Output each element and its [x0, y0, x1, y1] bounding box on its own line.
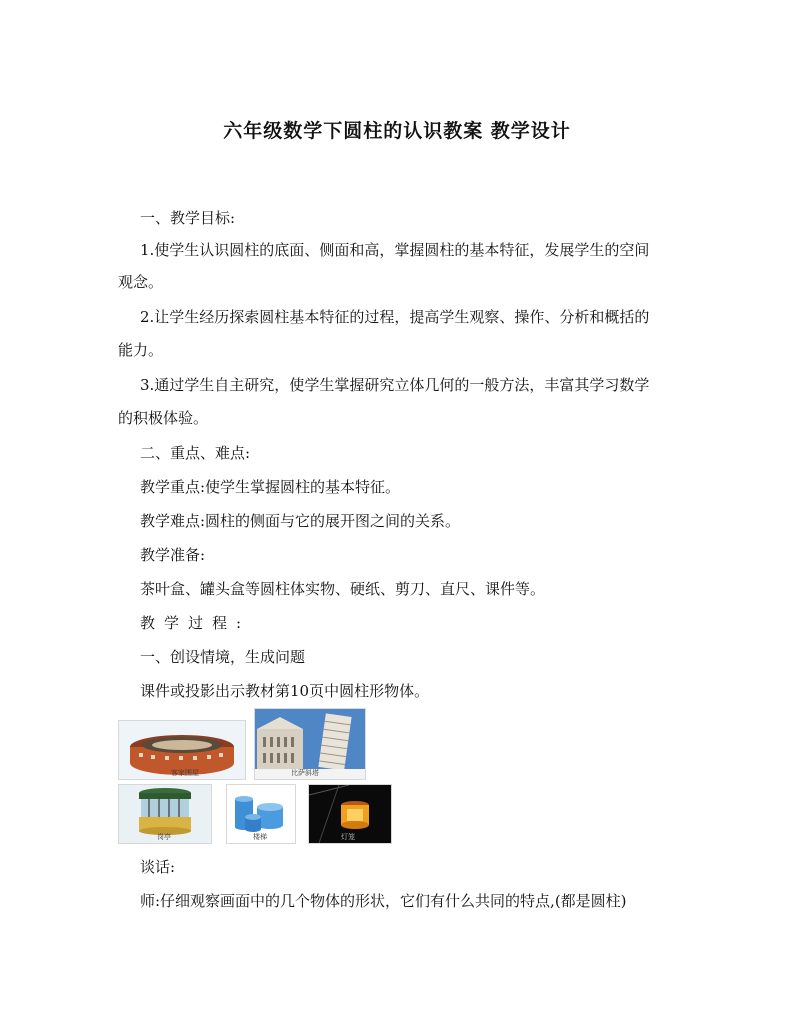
difficult-point-line: 教学难点:圆柱的侧面与它的展开图之间的关系。	[140, 512, 461, 530]
preparation-materials: 茶叶盒、罐头盒等圆柱体实物、硬纸、剪刀、直尺、课件等。	[140, 580, 546, 598]
round-building-image	[118, 720, 246, 780]
guard-booth-image	[118, 784, 212, 844]
caption-leaning-tower: 比萨斜塔	[291, 769, 319, 777]
goal-2-line-1: 2.让学生经历探索圆柱基本特征的过程，提高学生观察、操作、分析和概括的	[140, 308, 650, 326]
lantern-image	[308, 784, 392, 844]
goal-1-line-2: 观念。	[118, 273, 164, 291]
caption-lantern: 灯笼	[341, 833, 355, 841]
caption-guard-booth: 岗亭	[157, 833, 171, 841]
section-heading-goals: 一、教学目标:	[140, 209, 236, 227]
page-title: 六年级数学下圆柱的认识教案 教学设计	[223, 120, 571, 142]
goal-3-line-2: 的积极体验。	[118, 409, 209, 427]
goal-2-line-2: 能力。	[118, 341, 164, 359]
caption-round-building: 客家围屋	[171, 769, 199, 777]
teacher-question: 师:仔细观察画面中的几个物体的形状，它们有什么共同的特点,(都是圆柱)	[140, 892, 627, 910]
process-heading: 教学过程:	[140, 614, 251, 632]
leaning-tower-image	[254, 708, 366, 780]
goal-1-line-1: 1.使学生认识圆柱的底面、侧面和高，掌握圆柱的基本特征，发展学生的空间	[140, 241, 650, 259]
preparation-heading: 教学准备:	[140, 546, 206, 564]
caption-cylinders: 楼梯	[253, 833, 267, 841]
section-heading-key-points: 二、重点、难点:	[140, 444, 251, 462]
step-1-instruction: 课件或投影出示教材第10页中圆柱形物体。	[140, 682, 430, 700]
step-1-heading: 一、创设情境，生成问题	[140, 648, 306, 666]
key-point-line: 教学重点:使学生掌握圆柱的基本特征。	[140, 478, 401, 496]
talk-heading: 谈话:	[140, 858, 176, 876]
blue-cylinders-image	[226, 784, 296, 844]
goal-3-line-1: 3.通过学生自主研究，使学生掌握研究立体几何的一般方法，丰富其学习数学	[140, 376, 650, 394]
